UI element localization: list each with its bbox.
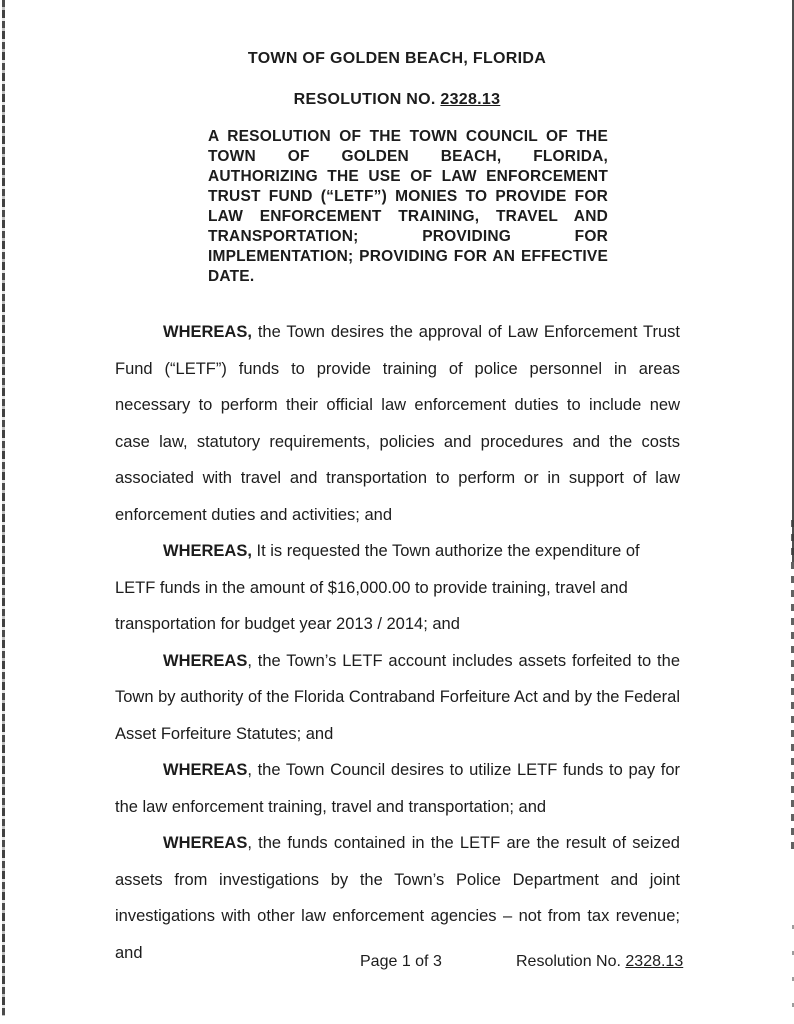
resolution-number: 2328.13 bbox=[440, 91, 501, 108]
whereas-text: It is requested the Town authorize the expenditure of LETF funds in the amount of $16,000.00 to provide training, travel and transportation for budget year 2013 / 2014; and bbox=[115, 542, 640, 633]
whereas-paragraph-5 bbox=[115, 825, 680, 971]
whereas-paragraph-4 bbox=[115, 752, 680, 825]
footer-resolution-reference bbox=[516, 953, 683, 971]
whereas-lead: WHEREAS bbox=[163, 651, 248, 670]
resolution-heading-prefix: RESOLUTION NO. bbox=[293, 91, 441, 108]
resolution-summary: A RESOLUTION OF THE TOWN COUNCIL OF THE TOWN OF GOLDEN BEACH, FLORIDA, AUTHORIZING THE USE OF LAW ENFORCEMENT TRUST FUND (“LETF”) MONIES TO PROVIDE FOR LAW ENFORCEMENT TRAINING, TRAVEL AND TRANSPORTATION; PROVIDING FOR IMPLEMENTATION; PROVIDING FOR AN EFFECTIVE DATE. bbox=[208, 128, 608, 285]
whereas-paragraph-1 bbox=[115, 314, 680, 533]
footer-resolution-label: Resolution No. bbox=[516, 953, 626, 970]
document-title: TOWN OF GOLDEN BEACH, FLORIDA bbox=[247, 50, 547, 67]
footer-resolution-number: 2328.13 bbox=[625, 953, 684, 970]
page-indicator: Page 1 of 3 bbox=[360, 953, 442, 970]
whereas-lead: WHEREAS bbox=[163, 834, 248, 852]
left-scan-artifact bbox=[2, 0, 5, 1016]
whereas-text: , the funds contained in the LETF are the result of seized assets from investigations by the Town’s Police Department and joint investigations with other law enforcement agencies – not from tax revenue; and bbox=[115, 834, 680, 962]
whereas-paragraph-2 bbox=[115, 533, 680, 643]
whereas-lead: WHEREAS, bbox=[163, 323, 252, 341]
resolution-heading bbox=[0, 91, 794, 109]
whereas-text: , the Town Council desires to utilize LETF funds to pay for the law enforcement training, travel and transportation; and bbox=[115, 761, 680, 816]
whereas-lead: WHEREAS, bbox=[163, 542, 252, 560]
whereas-text: , the Town’s LETF account includes assets forfeited to the Town by authority of the Florida Contraband Forfeiture Act and by the Federal Asset Forfeiture Statutes; and bbox=[115, 651, 680, 743]
whereas-lead: WHEREAS bbox=[163, 761, 248, 779]
whereas-text: the Town desires the approval of Law Enforcement Trust Fund (“LETF”) funds to provide training of police personnel in areas necessary to perform their official law enforcement duties to include new case law, statutory requirements, policies and procedures and the costs associated with travel and transportation to perform or in support of law enforcement duties and activities; and bbox=[115, 323, 680, 524]
whereas-paragraph-3 bbox=[115, 643, 680, 753]
resolution-body bbox=[115, 314, 680, 971]
